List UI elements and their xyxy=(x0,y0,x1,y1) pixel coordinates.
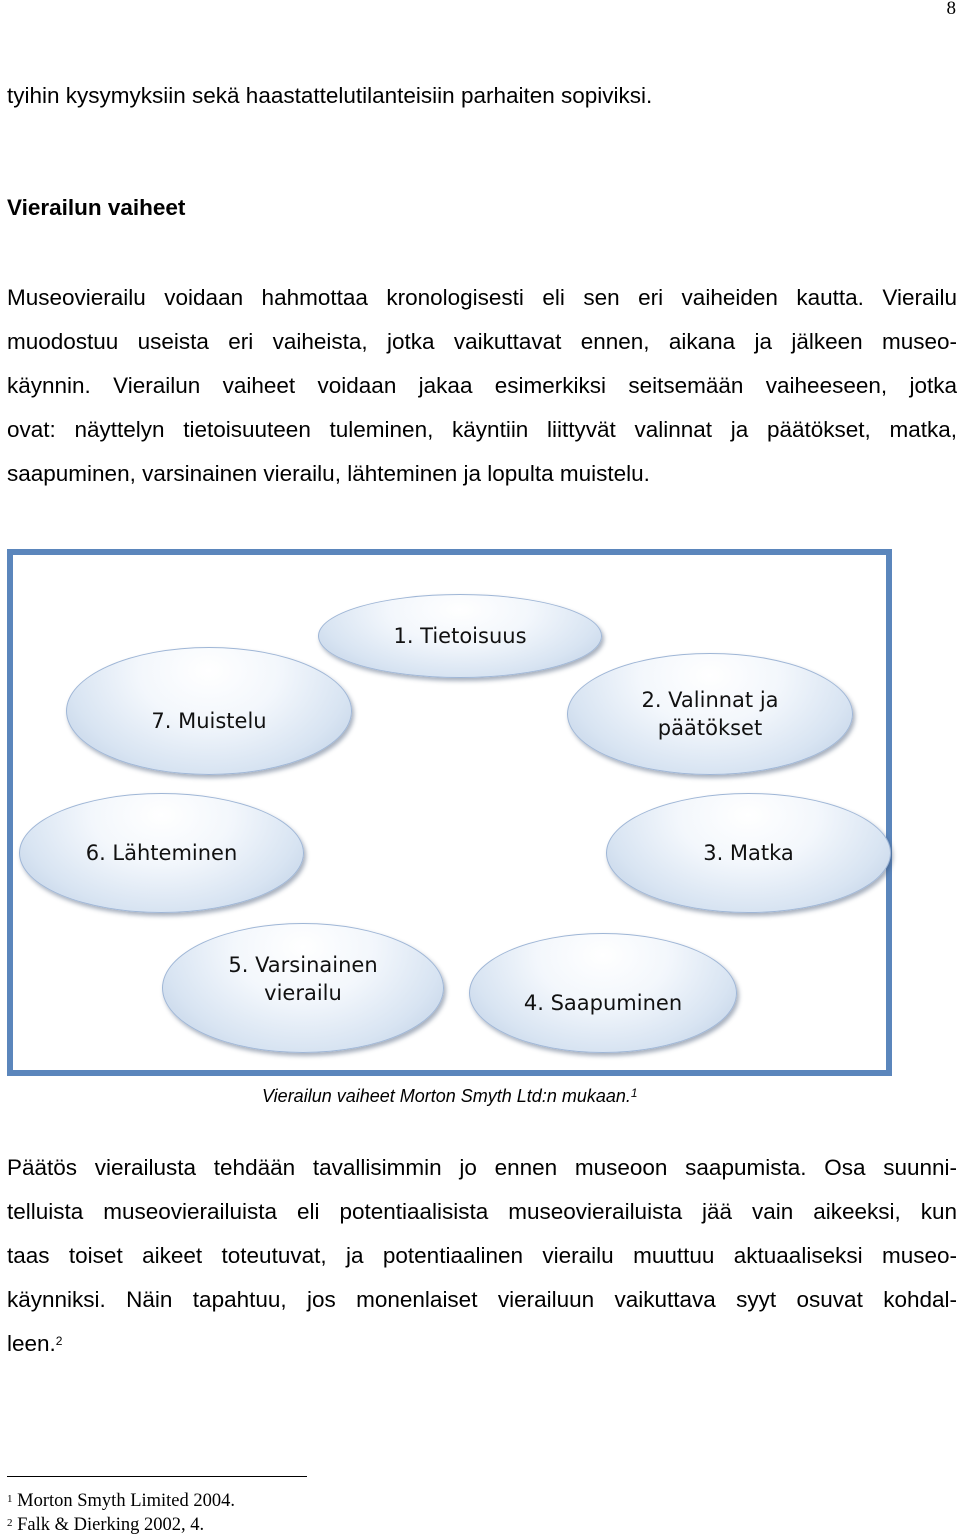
stage-awareness: 1. Tietoisuus xyxy=(318,594,602,678)
section-heading: Vierailun vaiheet xyxy=(7,195,186,220)
footnote-2: $^2$ Falk & Dierking 2002, 4. xyxy=(7,1515,205,1535)
stage-arrival: 4. Saapuminen xyxy=(469,933,737,1053)
intro-line: tyihin kysymyksiin sekä haastattelutilanteisiin parhaiten sopiviksi. xyxy=(7,83,653,108)
footnote-separator xyxy=(7,1476,307,1477)
figure-caption: Vierailun vaiheet Morton Smyth Ltd:n mukaan.$^1$ xyxy=(262,1086,638,1106)
stage-travel: 3. Matka xyxy=(606,793,891,913)
stage-departure: 6. Lähteminen xyxy=(19,793,304,913)
paragraph-1 xyxy=(7,276,957,496)
footnote-ref-2: 2 xyxy=(55,1334,63,1348)
paragraph-line: leen.$^2$ xyxy=(7,1331,63,1356)
footnote-1: $^1$ Morton Smyth Limited 2004. xyxy=(7,1491,236,1511)
paragraph-line: Museovierailu voidaan hahmottaa kronologisesti eli sen eri vaiheiden kautta. Vierailu xyxy=(7,285,957,310)
paragraph-2 xyxy=(7,1146,957,1366)
stage-recollection: 7. Muistelu xyxy=(66,647,352,775)
paragraph-line: käynnin. Vierailun vaiheet voidaan jakaa esimerkiksi seitsemään vaiheeseen, jotka xyxy=(7,373,957,398)
paragraph-line: taas toiset aikeet toteutuvat, ja potentiaalinen vierailu muuttuu aktuaaliseksi museo- xyxy=(7,1243,957,1268)
page-number: 8 xyxy=(946,0,956,19)
footnote-ref-1: 1 xyxy=(630,1086,638,1100)
paragraph-line: saapuminen, varsinainen vierailu, lähteminen ja lopulta muistelu. xyxy=(7,461,650,486)
paragraph-line: käynniksi. Näin tapahtuu, jos monenlaiset vierailuun vaikuttava syyt osuvat kohdal- xyxy=(7,1287,957,1312)
stage-choices-decisions: 2. Valinnat ja päätökset xyxy=(567,653,853,775)
stage-actual-visit: 5. Varsinainen vierailu xyxy=(162,923,444,1053)
paragraph-line: ovat: näyttelyn tietoisuuteen tuleminen, käyntiin liittyvät valinnat ja päätökset, matka, xyxy=(7,417,957,442)
paragraph-line: Päätös vierailusta tehdään tavallisimmin jo ennen museoon saapumista. Osa suunni- xyxy=(7,1155,957,1180)
paragraph-line: telluista museovierailuista eli potentiaalisista museovierailuista jää vain aikeeksi, kun xyxy=(7,1199,957,1224)
visit-stages-diagram xyxy=(7,549,892,1076)
paragraph-line: muodostuu useista eri vaiheista, jotka vaikuttavat ennen, aikana ja jälkeen museo- xyxy=(7,329,957,354)
